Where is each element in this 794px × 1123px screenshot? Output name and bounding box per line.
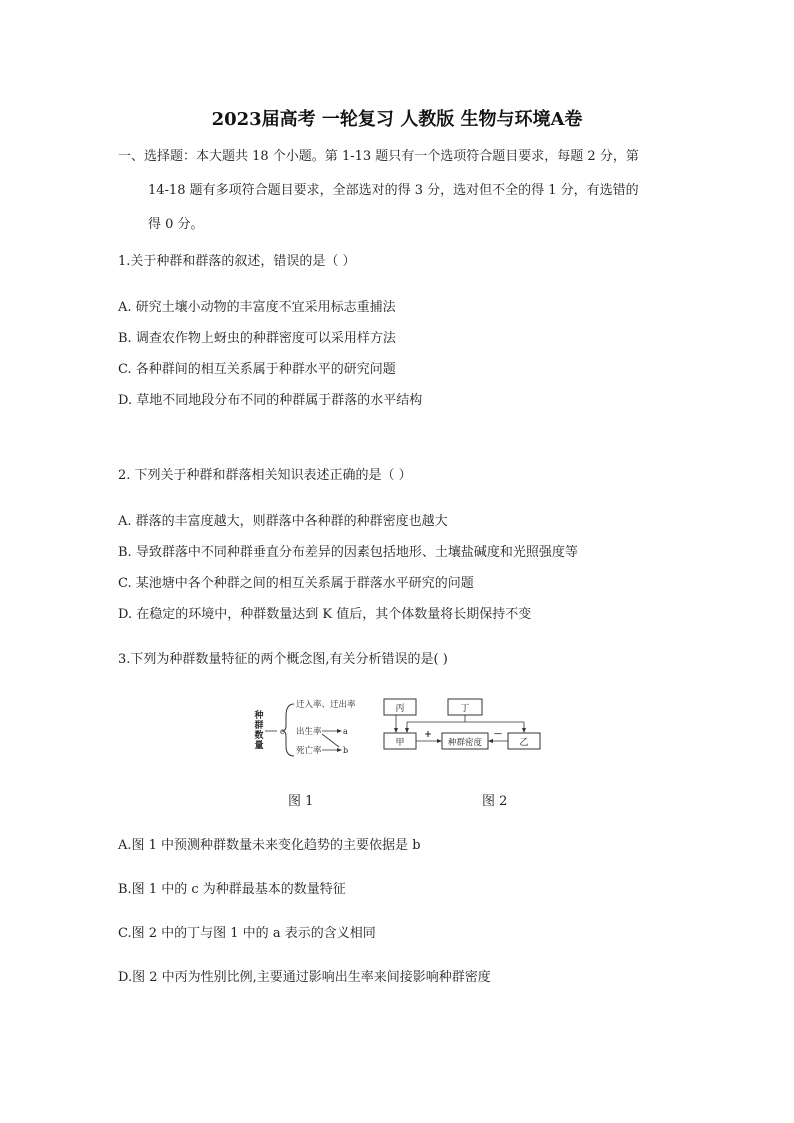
question-2-option-a: A. 群落的丰富度越大，则群落中各种群的种群密度也越大 [118,514,448,529]
figure-2-arrowhead-ding-jia [405,728,409,733]
question-1-option-d: D. 草地不同地段分布不同的种群属于群落的水平结构 [118,393,423,408]
figure-2-ding-label: 丁 [460,704,470,714]
figure-1-birth-label: 出生率 [296,727,322,737]
question-3-stem: 3.下列为种群数量特征的两个概念图,有关分析错误的是( ) [118,652,448,667]
page-title: 2023届高考 一轮复习 人教版 生物与环境A卷 [211,109,583,130]
figure-2-arrowhead-jia-density [437,739,442,743]
figure-1-arrowhead-b [337,748,342,752]
figure-1-a-label: a [343,727,348,736]
figure-1-label-char-4: 量 [254,741,264,751]
question-2-option-d: D. 在稳定的环境中，种群数量达到 K 值后，其个体数量将长期保持不变 [118,607,532,622]
question-3-option-a: A.图 1 中预测种群数量未来变化趋势的主要依据是 b [118,838,421,853]
question-1-option-c: C. 各种群间的相互关系属于种群水平的研究问题 [118,362,396,377]
figure-1-diagram [250,692,360,760]
figure-2-arrowhead-bing-jia [394,728,398,733]
figure-2-caption: 图 2 [482,794,508,809]
figure-1-label-char-3: 数 [254,731,264,741]
question-2-stem: 2. 下列关于种群和群落相关知识表述正确的是（ ） [118,468,412,483]
figure-1-arrow-b-1 [322,734,339,747]
figure-2-arrowhead-yi-density [488,739,493,743]
figure-1-c-label: c [280,727,285,736]
question-1-option-a: A. 研究土壤小动物的丰富度不宜采用标志重捕法 [118,300,396,315]
figure-2-yi-label: 乙 [519,738,529,748]
figure-2-density-label: 种群密度 [447,738,483,748]
figure-2-plus-sign: + [424,730,432,740]
figure-1-label-char-1: 种 [254,711,264,721]
figure-1-caption: 图 1 [288,794,314,809]
figure-2-minus-sign: － [493,730,503,740]
figure-1-death-label: 死亡率 [296,746,322,756]
instructions-line-1: 一、选择题：本大题共 18 个小题。第 1-13 题只有一个选项符合题目要求，每题 2 分，第 [118,149,639,164]
question-1-stem: 1.关于种群和群落的叙述，错误的是（ ） [118,254,356,269]
question-3-option-d: D.图 2 中丙为性别比例,主要通过影响出生率来间接影响种群密度 [118,970,491,985]
question-1-option-b: B. 调查农作物上蚜虫的种群密度可以采用样方法 [118,331,396,346]
figure-2-arrowhead-ding-yi [522,728,526,733]
figure-2-jia-label: 甲 [395,738,405,748]
question-3-option-c: C.图 2 中的丁与图 1 中的 a 表示的含义相同 [118,926,376,941]
instructions-line-3: 得 0 分。 [148,217,204,232]
figure-1-arrowhead-a [337,729,342,733]
figure-1-label-char-2: 群 [254,721,264,731]
question-2-option-b: B. 导致群落中不同种群垂直分布差异的因素包括地形、土壤盐碱度和光照强度等 [118,545,578,560]
instructions-line-2: 14-18 题有多项符合题目要求，全部选对的得 3 分，选对但不全的得 1 分，有选错的 [148,183,639,198]
question-2-option-c: C. 某池塘中各个种群之间的相互关系属于群落水平研究的问题 [118,576,474,591]
figure-2-diagram [378,695,548,753]
figure-1-migration-label: 迁入率、迁出率 [296,700,356,710]
figure-2-bing-label: 丙 [395,704,405,714]
figure-1-b-label: b [343,746,349,755]
question-3-option-b: B.图 1 中的 c 为种群最基本的数量特征 [118,882,346,897]
